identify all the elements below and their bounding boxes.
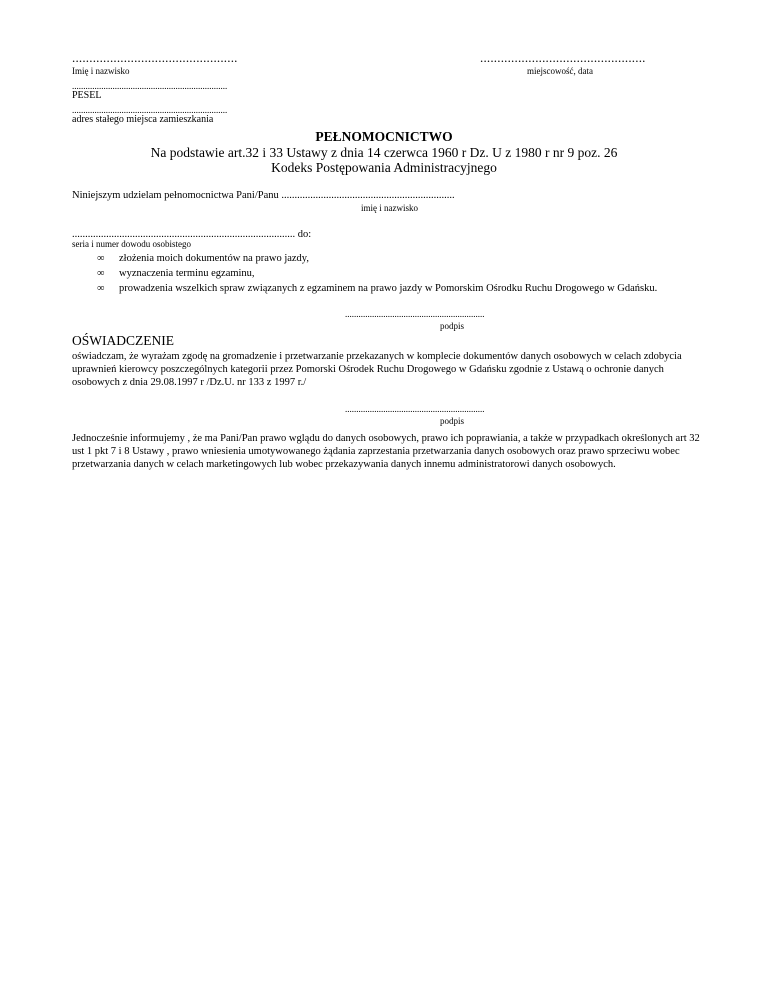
name-label: Imię i nazwisko bbox=[72, 66, 130, 76]
grantee-name-label: imię i nazwisko bbox=[361, 203, 418, 213]
infinity-icon: ∞ bbox=[97, 283, 105, 294]
place-date-label: miejscowość, data bbox=[527, 66, 593, 76]
declaration-heading: OŚWIADCZENIE bbox=[72, 333, 174, 348]
address-dots[interactable]: ..................................................................... bbox=[72, 105, 228, 115]
list-item-text: wyznaczenia terminu egzaminu, bbox=[119, 268, 255, 279]
id-number-dots[interactable]: ..................................................................................... do: bbox=[72, 229, 312, 240]
signature-label: podpis bbox=[440, 416, 465, 426]
name-dots[interactable]: ................................................ bbox=[72, 50, 238, 65]
place-date-dots[interactable]: ................................................ bbox=[480, 50, 646, 65]
document-title: PEŁNOMOCNICTWO bbox=[315, 129, 453, 144]
pesel-label: PESEL bbox=[72, 90, 102, 101]
infinity-icon: ∞ bbox=[97, 268, 105, 279]
list-item bbox=[97, 253, 309, 264]
pesel-dots[interactable]: ..................................................................... bbox=[72, 81, 228, 91]
signature-label: podpis bbox=[440, 321, 465, 331]
list-item bbox=[97, 268, 255, 279]
list-item-text: złożenia moich dokumentów na prawo jazdy, bbox=[119, 253, 310, 264]
declaration-text: oświadczam, że wyrażam zgodę na gromadzenie i przetwarzanie przekazanych w komplecie dokumentów danych osobowych w celach zdobycia uprawnień kierowcy poszczególnych kategorii przez Pomorski Ośrodek Ruchu Drogowego w Gdańsku zgodnie z Ustawą o ochronie danych osobowych z dnia 29.08.1997 r /Dz.U. nr 133 z 1997 r./ bbox=[72, 351, 682, 388]
data-rights-notice: Jednocześnie informujemy , że ma Pani/Pan prawo wglądu do danych osobowych, prawo ich poprawiania, a także w przypadkach określonych art 32 ust 1 pkt 7 i 8 Ustawy , prawo wniesienia umotywowanego żądania zaprzestania przetwarzania danych osobowych oraz prawo sprzeciwu wobec przetwarzania danych w celach marketingowych lub wobec przekazywania danych innemu administratorowi danych osobowych. bbox=[72, 433, 700, 470]
signature-dots[interactable]: .............................................................. bbox=[345, 309, 485, 319]
grant-text: Niniejszym udzielam pełnomocnictwa Pani/Panu .................................................................. bbox=[72, 190, 455, 201]
list-item bbox=[97, 283, 657, 294]
id-number-label: seria i numer dowodu osobistego bbox=[72, 239, 191, 249]
legal-basis-line1: Na podstawie art.32 i 33 Ustawy z dnia 14 czerwca 1960 r Dz. U z 1980 r nr 9 poz. 26 bbox=[150, 145, 618, 160]
address-label: adres stałego miejsca zamieszkania bbox=[72, 114, 214, 125]
legal-basis-line2: Kodeks Postępowania Administracyjnego bbox=[271, 160, 497, 175]
signature-dots[interactable]: .............................................................. bbox=[345, 404, 485, 414]
list-item-text: prowadzenia wszelkich spraw związanych z egzaminem na prawo jazdy w Pomorskim Ośrodku Ruchu Drogowego w Gdańsku. bbox=[119, 283, 658, 294]
infinity-icon: ∞ bbox=[97, 253, 105, 264]
